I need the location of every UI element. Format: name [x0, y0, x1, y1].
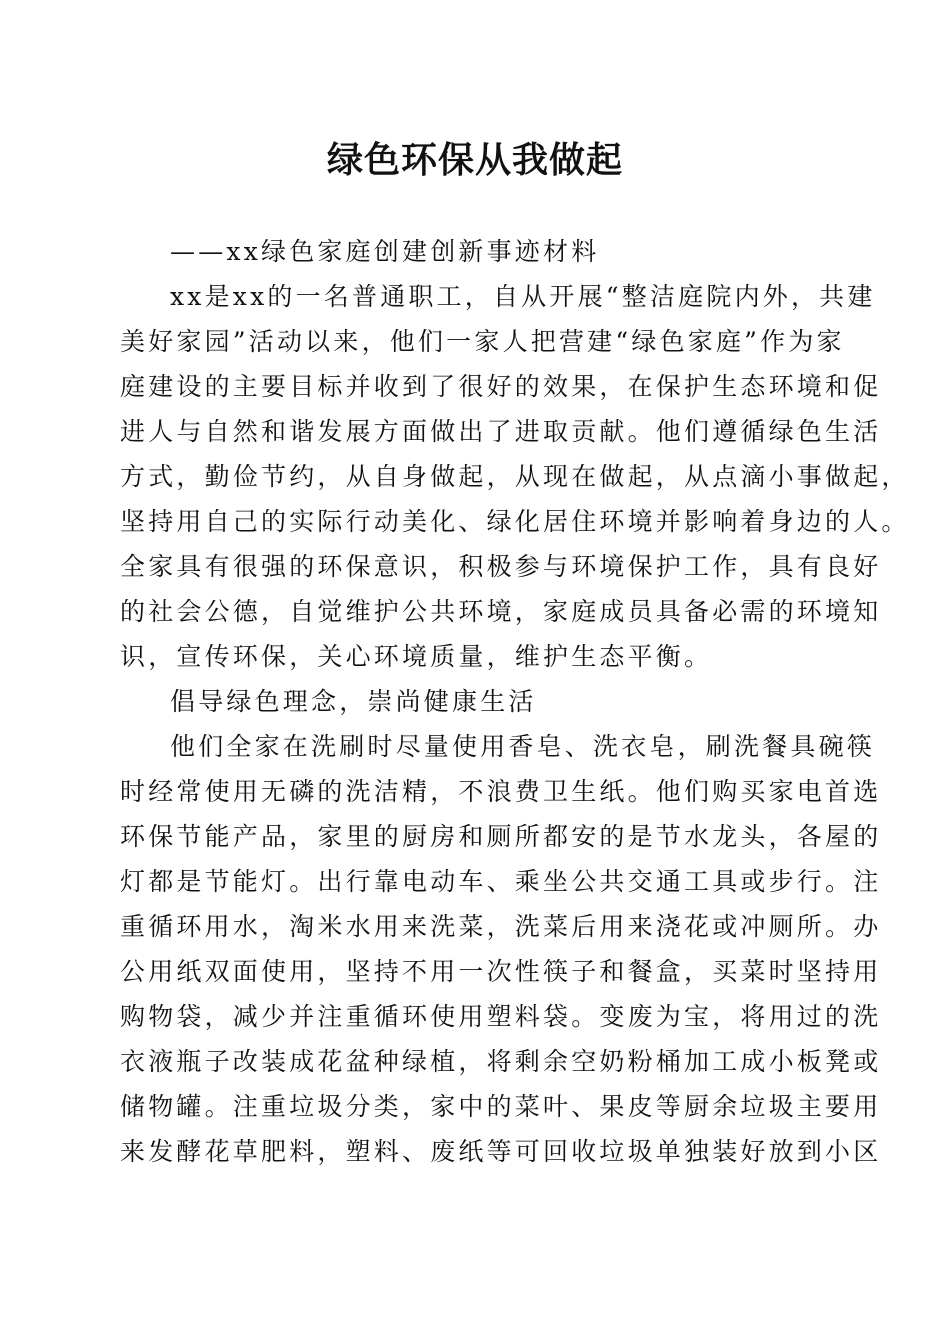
- paragraph-line: 购物袋，减少并注重循环使用塑料袋。变废为宝，将用过的洗: [120, 1002, 882, 1031]
- paragraph-line: 储物罐。注重垃圾分类，家中的菜叶、果皮等厨余垃圾主要用: [120, 1092, 882, 1121]
- document-subtitle: ——xx绿色家庭创建创新事迹材料: [170, 237, 600, 266]
- paragraph-line: xx是xx的一名普通职工，自从开展“整洁庭院内外，共建: [170, 282, 876, 311]
- paragraph-line: 灯都是节能灯。出行靠电动车、乘坐公共交通工具或步行。注: [120, 867, 882, 896]
- paragraph-line: 方式，勤俭节约，从自身做起，从现在做起，从点滴小事做起，: [120, 462, 910, 491]
- paragraph-line: 进人与自然和谐发展方面做出了进取贡献。他们遵循绿色生活: [120, 417, 882, 446]
- paragraph-line: 他们全家在洗刷时尽量使用香皂、洗衣皂，刷洗餐具碗筷: [170, 732, 876, 761]
- paragraph-line: 公用纸双面使用，坚持不用一次性筷子和餐盒，买菜时坚持用: [120, 957, 882, 986]
- document-title: 绿色环保从我做起: [326, 139, 623, 181]
- paragraph-line: 庭建设的主要目标并收到了很好的效果，在保护生态环境和促: [120, 372, 882, 401]
- paragraph-line: 识，宣传环保，关心环境质量，维护生态平衡。: [120, 642, 713, 671]
- paragraph-line: 坚持用自己的实际行动美化、绿化居住环境并影响着身边的人。: [120, 507, 910, 536]
- paragraph-line: 全家具有很强的环保意识，积极参与环境保护工作，具有良好: [120, 552, 882, 581]
- paragraph-line: 时经常使用无磷的洗洁精，不浪费卫生纸。他们购买家电首选: [120, 777, 882, 806]
- paragraph-line: 来发酵花草肥料，塑料、废纸等可回收垃圾单独装好放到小区: [120, 1137, 882, 1166]
- paragraph-line: 的社会公德，自觉维护公共环境，家庭成员具备必需的环境知: [120, 597, 882, 626]
- paragraph-line: 美好家园”活动以来，他们一家人把营建“绿色家庭”作为家: [120, 327, 845, 356]
- paragraph-line: 重循环用水，淘米水用来洗菜，洗菜后用来浇花或冲厕所。办: [120, 912, 882, 941]
- paragraph-line: 衣液瓶子改装成花盆种绿植，将剩余空奶粉桶加工成小板凳或: [120, 1047, 882, 1076]
- paragraph-line: 环保节能产品，家里的厨房和厕所都安的是节水龙头，各屋的: [120, 822, 882, 851]
- section-heading: 倡导绿色理念，崇尚健康生活: [170, 687, 537, 716]
